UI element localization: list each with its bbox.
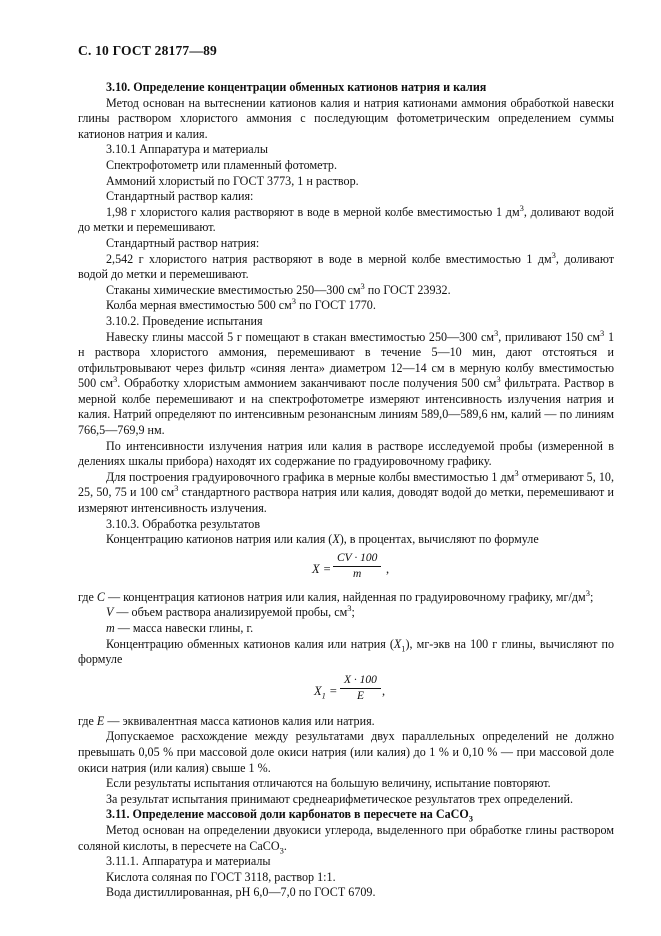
material-item: Стаканы химические вместимостью 250—300 $см^3$ по ГОСТ 23932.	[106, 280, 451, 297]
paragraph-formula-intro: Концентрацию катионов натрия или калия (X), в процентах, вычисляют по формуле	[106, 532, 539, 547]
formula-x: X = $\frac{CV \cdot 100}{m}$ ,	[312, 551, 390, 580]
material-item: Вода дистиллированная, рН 6,0—7,0 по ГОСТ 6709.	[106, 885, 376, 900]
paragraph-carbonates-method: Метод основан на определении двуокиси углерода, выделенного при обработке глины раствором соляной кислоты, в пересчете на CaCO$_3$.	[78, 822, 614, 855]
paragraph-tolerance: Допускаемое расхождение между результатами двух параллельных определений не должно превышать 0,05 % при массовой доле окиси натрия (или калия) до 1 % и 0,10 % — при массовой доле окиси натрия (или калия) свыше 1 %.	[78, 729, 614, 775]
material-item: Стандартный раствор калия:	[106, 189, 254, 204]
material-item: Аммоний хлористый по ГОСТ 3773, 1 н раствор.	[106, 173, 359, 188]
definition-v: V — объем раствора анализируемой пробы, $см^3$;	[106, 603, 355, 620]
material-item: Спектрофотометр или пламенный фотометр.	[106, 157, 337, 172]
paragraph-formula2-intro: Концентрацию обменных катионов калия или натрия $(X_1)$, мг-экв на 100 г глины, вычисляют по формуле	[78, 636, 615, 667]
subsection-heading-3-10-1: 3.10.1 Аппаратура и материалы	[106, 142, 268, 157]
paragraph-method: Метод основан на вытеснении катионов калия и натрия катионами аммония обработкой навески глины раствором хлористого аммония с последующим фотометрическим определением суммы катионов натрия и калия.	[78, 95, 614, 141]
material-item: Стандартный раствор натрия:	[106, 235, 260, 250]
material-item: Кислота соляная по ГОСТ 3118, раствор 1:1.	[106, 869, 336, 884]
subsection-heading-3-11-1: 3.11.1. Аппаратура и материалы	[106, 854, 271, 869]
paragraph-result: За результат испытания принимают среднеарифметическое результатов трех определений.	[106, 791, 573, 806]
subsection-heading-3-10-3: 3.10.3. Обработка результатов	[106, 516, 261, 531]
paragraph-intensity: По интенсивности излучения натрия или калия в растворе исследуемой пробы (измеренной в делениях шкалы прибора) находят их содержание по градуировочному графику.	[78, 438, 614, 469]
subsection-heading-3-10-2: 3.10.2. Проведение испытания	[106, 313, 263, 328]
formula-x1: $X_1$ = $\frac{X \cdot 100}{E}$ ,	[314, 673, 386, 702]
definition-e: где E — эквивалентная масса катионов калия или натрия.	[78, 713, 375, 728]
paragraph-calibration: Для построения градуировочного графика в мерные колбы вместимостью 1 $дм^3$ отмеривают 5, 10, 25, 50, 75 и 100 $см^3$ стандартного раствора натрия или калия, доводят водой до метки, перемешивают и измеряют интенсивность излучения.	[78, 467, 614, 516]
definition-c: где C — концентрация катионов натрия или калия, найденная по градуировочному графику, $мг/дм^3$;	[78, 587, 594, 604]
paragraph-repeat: Если результаты испытания отличаются на большую величину, испытание повторяют.	[106, 776, 551, 791]
definition-m: m — масса навески глины, г.	[106, 621, 254, 635]
page-header: С. 10 ГОСТ 28177—89	[78, 43, 217, 58]
material-item: 2,542 г хлористого натрия растворяют в воде в мерной колбе вместимостью 1 $дм^3$, доливают водой до метки и перемешивают.	[78, 249, 614, 282]
document-body	[78, 80, 614, 901]
paragraph-procedure: Навеску глины массой 5 г помещают в стакан вместимостью 250—300 $см^3$, приливают 150 $см^3$ 1 н раствора хлористого аммония, перемешивают в течение 5—10 мин, дают отстояться и отфильтровывают через фильтр «синяя лента» диаметром 12—14 см в мерную колбу вместимостью 500 $см^3$. Обработку хлористым аммонием заканчивают после получения 500 $см^3$ фильтрата. Раствор в мерной колбе перемешивают и на спектрофотометре измеряют интенсивность излучения натрия и калия. Натрий определяют по интенсивным резонансным линиям 589,0—589,6 нм, калий — по линиям 766,5—769,9 нм.	[78, 327, 614, 438]
material-item: Колба мерная вместимостью 500 $см^3$ по ГОСТ 1770.	[106, 296, 376, 313]
section-heading-3-10: 3.10. Определение концентрации обменных катионов натрия и калия	[106, 80, 487, 94]
section-heading-3-11: 3.11. Определение массовой доли карбонатов в пересчете на CaCO$_3$	[106, 807, 474, 824]
material-item: 1,98 г хлористого калия растворяют в воде в мерной колбе вместимостью 1 $дм^3$, доливают водой до метки и перемешивают.	[78, 202, 614, 235]
